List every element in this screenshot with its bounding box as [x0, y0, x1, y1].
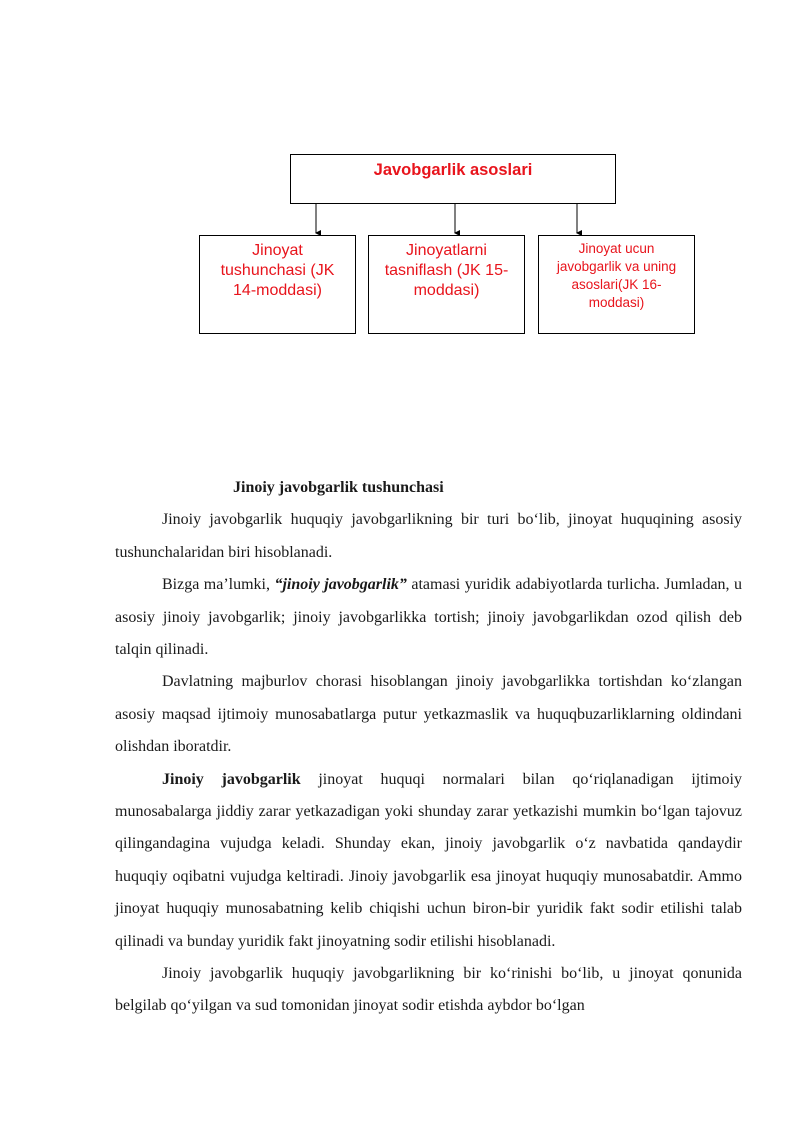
paragraph-4-rest: jinoyat huquqi normalari bilan qo‘riqlanadigan ijtimoiy munosabalarga jiddiy zarar yetkazadigan yoki shunday zarar yetkazishi mumkin bo‘lgan tajovuz qilingandagina vujudga keladi. Shunday ekan, jinoiy javobgarlik o‘z navbatida qandaydir huquqiy oqibatni vujudga keltiradi. Jinoiy javobgarlik esa jinoyat huquqiy munosabatdir. Ammo jinoyat huquqiy munosabatning kelib chiqishi uchun biron-bir yuridik fakt sodir etilishi talab qilinadi va bunday yuridik fakt jinoyatning sodir etilishi hisoblanadi. — [115, 770, 743, 950]
diagram-top-label: Javobgarlik asoslari — [373, 161, 533, 179]
paragraph-3: Davlatning majburlov chorasi hisoblangan jinoiy javobgarlikka tortishdan ko‘zlangan asosiy maqsad ijtimoiy munosabatlarga putur yetkazmaslik va huquqbuzarliklarning oldindani olishdan iboratdir. — [115, 673, 742, 756]
diagram-box-liability-basis: Jinoyat ucun javobgarlik va uning asoslari(JK 16-moddasi) — [538, 235, 695, 334]
term-jinoiy-javobgarlik: “jinoiy javobgarlik” — [274, 576, 407, 594]
section-heading: Jinoiy javobgarlik tushunchasi — [233, 479, 444, 496]
document-body — [115, 472, 742, 1023]
diagram-box-concept: Jinoyat tushunchasi (JK 14-moddasi) — [199, 235, 356, 334]
diagram-top-box — [290, 154, 616, 204]
paragraph-2-rest: atamasi yuridik adabiyotlarda turlicha. Jumladan, u asosiy jinoiy javobgarlik; jinoiy javobgarlikka tortish; jinoiy javobgarlikdan ozod qilish deb talqin qilinadi. — [115, 576, 743, 659]
paragraph-4-term: Jinoiy javobgarlik — [162, 770, 301, 788]
paragraph-1: Jinoiy javobgarlik huquqiy javobgarlikning bir turi bo‘lib, jinoyat huquqining asosiy tushunchalaridan biri hisoblanadi. — [115, 511, 742, 561]
paragraph-4 — [115, 764, 742, 958]
paragraph-5: Jinoiy javobgarlik huquqiy javobgarlikning bir ko‘rinishi bo‘lib, u jinoyat qonunida belgilab qo‘yilgan va sud tomonidan jinoyat sodir etishda aybdor bo‘lgan — [115, 965, 742, 1015]
paragraph-2 — [115, 569, 742, 666]
diagram-box-classification: Jinoyatlarni tasniflash (JK 15-moddasi) — [368, 235, 525, 334]
paragraph-2-lead: Bizga ma’lumki, — [162, 576, 275, 594]
